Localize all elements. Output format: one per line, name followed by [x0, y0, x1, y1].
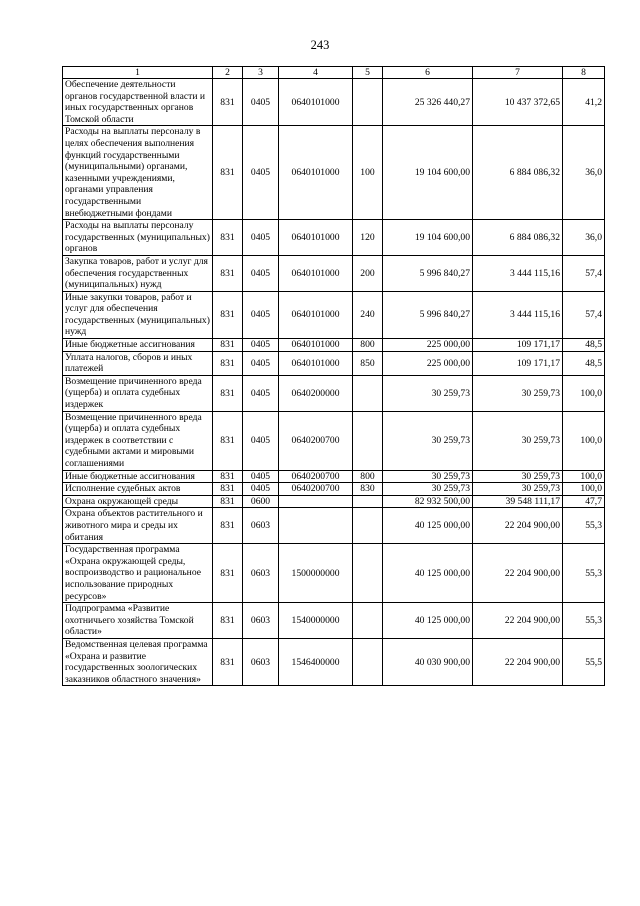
section-code: 0603	[243, 544, 279, 603]
section-code: 0405	[243, 339, 279, 352]
section-code: 0405	[243, 79, 279, 126]
item-name: Иные бюджетные ассигнования	[63, 470, 213, 483]
execution-percent: 100,0	[563, 375, 605, 411]
execution-percent: 48,5	[563, 339, 605, 352]
section-code: 0405	[243, 255, 279, 291]
expense-type-code: 800	[353, 339, 383, 352]
planned-amount: 30 259,73	[383, 375, 473, 411]
expense-type-code: 850	[353, 351, 383, 375]
item-name: Иные закупки товаров, работ и услуг для обеспечения государственных (муниципальных) нужд	[63, 291, 213, 338]
section-code: 0405	[243, 470, 279, 483]
target-article-code: 0640200700	[279, 483, 353, 496]
expense-type-code	[353, 508, 383, 544]
target-article-code: 0640101000	[279, 79, 353, 126]
execution-percent: 55,5	[563, 638, 605, 685]
column-header: 5	[353, 67, 383, 79]
executed-amount: 6 884 086,32	[473, 220, 563, 256]
executed-amount: 39 548 111,17	[473, 495, 563, 508]
expense-type-code	[353, 411, 383, 470]
planned-amount: 40 125 000,00	[383, 508, 473, 544]
executed-amount: 22 204 900,00	[473, 638, 563, 685]
executed-amount: 109 171,17	[473, 339, 563, 352]
section-code: 0405	[243, 291, 279, 338]
executed-amount: 30 259,73	[473, 470, 563, 483]
expense-type-code: 800	[353, 470, 383, 483]
ministry-code: 831	[213, 411, 243, 470]
executed-amount: 30 259,73	[473, 411, 563, 470]
planned-amount: 30 259,73	[383, 470, 473, 483]
target-article-code: 0640101000	[279, 351, 353, 375]
executed-amount: 22 204 900,00	[473, 508, 563, 544]
planned-amount: 82 932 500,00	[383, 495, 473, 508]
expense-type-code	[353, 79, 383, 126]
target-article-code: 0640101000	[279, 220, 353, 256]
item-name: Расходы на выплаты персоналу в целях обеспечения выполнения функций государственными (муниципальными) органами, казенными учреждениями, органами управления государственными внебюджетными фондами	[63, 126, 213, 220]
item-name: Иные бюджетные ассигнования	[63, 339, 213, 352]
section-code: 0405	[243, 220, 279, 256]
target-article-code: 1540000000	[279, 603, 353, 639]
ministry-code: 831	[213, 544, 243, 603]
ministry-code: 831	[213, 508, 243, 544]
column-header: 8	[563, 67, 605, 79]
target-article-code: 0640200700	[279, 411, 353, 470]
table-row	[63, 411, 605, 470]
planned-amount: 40 125 000,00	[383, 603, 473, 639]
item-name: Государственная программа «Охрана окружающей среды, воспроизводство и рациональное использование природных ресурсов»	[63, 544, 213, 603]
table-header-row	[63, 67, 605, 79]
planned-amount: 30 259,73	[383, 411, 473, 470]
table-row	[63, 220, 605, 256]
table-row	[63, 508, 605, 544]
planned-amount: 5 996 840,27	[383, 255, 473, 291]
executed-amount: 22 204 900,00	[473, 603, 563, 639]
executed-amount: 109 171,17	[473, 351, 563, 375]
target-article-code: 1546400000	[279, 638, 353, 685]
item-name: Обеспечение деятельности органов государственной власти и иных государственных органов Томской области	[63, 79, 213, 126]
expense-type-code: 830	[353, 483, 383, 496]
item-name: Возмещение причиненного вреда (ущерба) и оплата судебных издержек в соответствии с судебными актами и мировыми соглашениями	[63, 411, 213, 470]
table-row	[63, 483, 605, 496]
execution-percent: 100,0	[563, 483, 605, 496]
executed-amount: 30 259,73	[473, 483, 563, 496]
ministry-code: 831	[213, 126, 243, 220]
ministry-code: 831	[213, 351, 243, 375]
expense-type-code	[353, 544, 383, 603]
expense-type-code	[353, 375, 383, 411]
item-name: Уплата налогов, сборов и иных платежей	[63, 351, 213, 375]
target-article-code: 0640101000	[279, 291, 353, 338]
target-article-code: 1500000000	[279, 544, 353, 603]
planned-amount: 5 996 840,27	[383, 291, 473, 338]
ministry-code: 831	[213, 483, 243, 496]
executed-amount: 30 259,73	[473, 375, 563, 411]
section-code: 0405	[243, 411, 279, 470]
target-article-code	[279, 495, 353, 508]
target-article-code: 0640101000	[279, 126, 353, 220]
executed-amount: 3 444 115,16	[473, 255, 563, 291]
section-code: 0603	[243, 638, 279, 685]
executed-amount: 3 444 115,16	[473, 291, 563, 338]
table-row	[63, 339, 605, 352]
planned-amount: 30 259,73	[383, 483, 473, 496]
planned-amount: 225 000,00	[383, 339, 473, 352]
table-row	[63, 126, 605, 220]
planned-amount: 19 104 600,00	[383, 220, 473, 256]
planned-amount: 19 104 600,00	[383, 126, 473, 220]
table-row	[63, 638, 605, 685]
item-name: Ведомственная целевая программа «Охрана и развитие государственных зоологических заказников областного значения»	[63, 638, 213, 685]
execution-percent: 55,3	[563, 603, 605, 639]
ministry-code: 831	[213, 339, 243, 352]
execution-percent: 48,5	[563, 351, 605, 375]
table-row	[63, 79, 605, 126]
executed-amount: 10 437 372,65	[473, 79, 563, 126]
planned-amount: 225 000,00	[383, 351, 473, 375]
table-row	[63, 291, 605, 338]
table-row	[63, 375, 605, 411]
ministry-code: 831	[213, 495, 243, 508]
ministry-code: 831	[213, 603, 243, 639]
table-row	[63, 470, 605, 483]
item-name: Подпрограмма «Развитие охотничьего хозяйства Томской области»	[63, 603, 213, 639]
execution-percent: 100,0	[563, 470, 605, 483]
executed-amount: 22 204 900,00	[473, 544, 563, 603]
execution-percent: 57,4	[563, 291, 605, 338]
page-number: 243	[310, 38, 330, 52]
table-row	[63, 495, 605, 508]
expense-type-code	[353, 495, 383, 508]
execution-percent: 57,4	[563, 255, 605, 291]
ministry-code: 831	[213, 79, 243, 126]
ministry-code: 831	[213, 255, 243, 291]
section-code: 0405	[243, 126, 279, 220]
execution-percent: 47,7	[563, 495, 605, 508]
expense-type-code: 200	[353, 255, 383, 291]
execution-percent: 55,3	[563, 544, 605, 603]
executed-amount: 6 884 086,32	[473, 126, 563, 220]
ministry-code: 831	[213, 291, 243, 338]
planned-amount: 25 326 440,27	[383, 79, 473, 126]
expense-type-code: 120	[353, 220, 383, 256]
execution-percent: 36,0	[563, 126, 605, 220]
section-code: 0603	[243, 508, 279, 544]
execution-percent: 36,0	[563, 220, 605, 256]
table-row	[63, 603, 605, 639]
target-article-code: 0640200700	[279, 470, 353, 483]
target-article-code	[279, 508, 353, 544]
section-code: 0405	[243, 483, 279, 496]
execution-percent: 55,3	[563, 508, 605, 544]
column-header: 2	[213, 67, 243, 79]
column-header: 4	[279, 67, 353, 79]
item-name: Охрана объектов растительного и животного мира и среды их обитания	[63, 508, 213, 544]
expense-type-code: 240	[353, 291, 383, 338]
execution-percent: 41,2	[563, 79, 605, 126]
target-article-code: 0640101000	[279, 255, 353, 291]
planned-amount: 40 125 000,00	[383, 544, 473, 603]
column-header: 3	[243, 67, 279, 79]
section-code: 0405	[243, 351, 279, 375]
planned-amount: 40 030 900,00	[383, 638, 473, 685]
item-name: Закупка товаров, работ и услуг для обеспечения государственных (муниципальных) нужд	[63, 255, 213, 291]
column-header: 7	[473, 67, 563, 79]
table-row	[63, 351, 605, 375]
item-name: Охрана окружающей среды	[63, 495, 213, 508]
section-code: 0600	[243, 495, 279, 508]
execution-percent: 100,0	[563, 411, 605, 470]
item-name: Возмещение причиненного вреда (ущерба) и оплата судебных издержек	[63, 375, 213, 411]
expense-type-code	[353, 638, 383, 685]
ministry-code: 831	[213, 375, 243, 411]
column-header: 1	[63, 67, 213, 79]
ministry-code: 831	[213, 220, 243, 256]
expense-type-code	[353, 603, 383, 639]
budget-table	[62, 66, 605, 686]
table-row	[63, 544, 605, 603]
item-name: Исполнение судебных актов	[63, 483, 213, 496]
target-article-code: 0640200000	[279, 375, 353, 411]
table-body	[63, 79, 605, 686]
expense-type-code: 100	[353, 126, 383, 220]
item-name: Расходы на выплаты персоналу государственных (муниципальных) органов	[63, 220, 213, 256]
table-row	[63, 255, 605, 291]
section-code: 0405	[243, 375, 279, 411]
ministry-code: 831	[213, 638, 243, 685]
column-header: 6	[383, 67, 473, 79]
target-article-code: 0640101000	[279, 339, 353, 352]
section-code: 0603	[243, 603, 279, 639]
ministry-code: 831	[213, 470, 243, 483]
